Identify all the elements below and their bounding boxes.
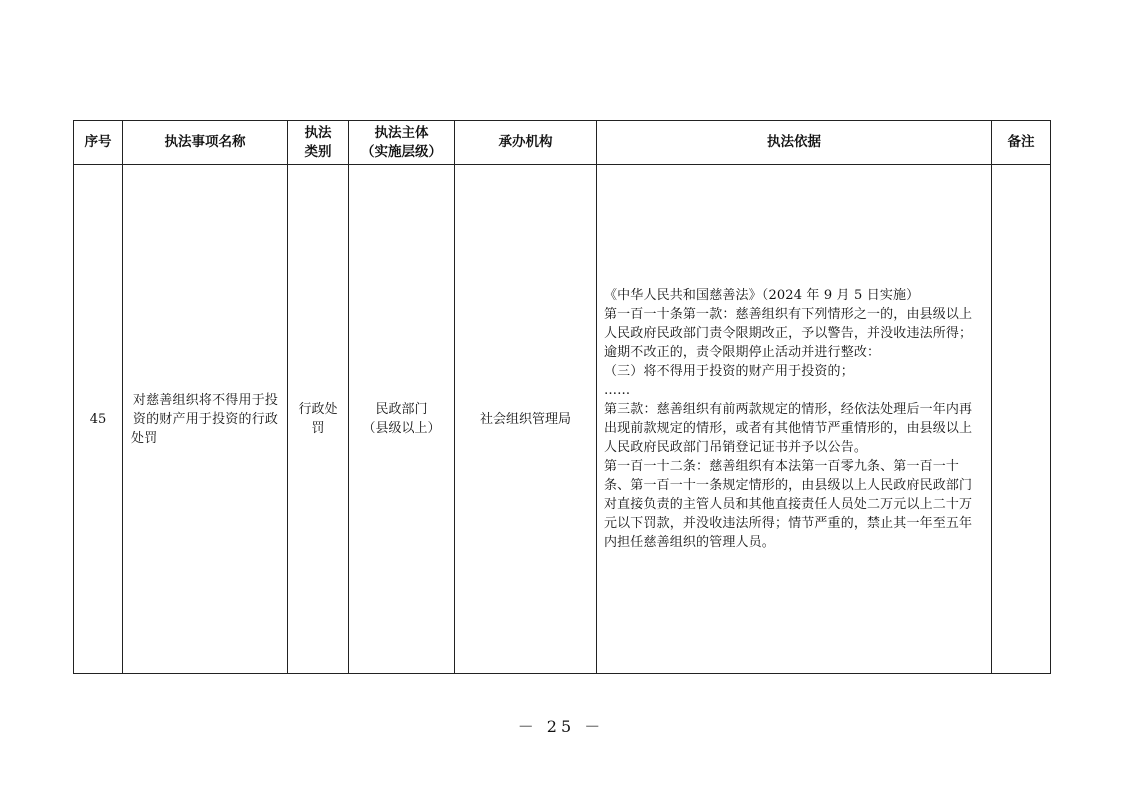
header-remarks: 备注 (992, 121, 1051, 165)
cell-subject-line2: （县级以上） (362, 421, 441, 436)
enforcement-items-table (73, 120, 1051, 674)
basis-ellipsis: …… (604, 383, 631, 398)
header-subject-line1: 执法主体 (374, 124, 429, 141)
header-subject-line2: （实施层级） (361, 143, 442, 160)
header-item-name: 执法事项名称 (123, 121, 288, 165)
basis-article-110-para1: 第一百一十条第一款：慈善组织有下列情形之一的，由县级以上人民政府民政部门责令限期改正，予以警告，并没收违法所得；逾期不改正的，责令限期停止活动并进行整改： (604, 307, 973, 360)
header-agency: 承办机构 (455, 121, 597, 165)
page-number: － 25 － (517, 717, 605, 736)
cell-agency: 社会组织管理局 (455, 165, 597, 674)
table-body (74, 165, 1051, 674)
basis-item-3: （三）将不得用于投资的财产用于投资的； (604, 364, 854, 379)
header-category-line2: 类别 (304, 143, 332, 160)
header-seq: 序号 (74, 121, 123, 165)
basis-law-title: 《中华人民共和国慈善法》（2024 年 9 月 5 日实施） (604, 288, 920, 303)
cell-remarks (992, 165, 1051, 674)
cell-item-name: 对慈善组织将不得用于投资的财产用于投资的行政处罚 (123, 165, 288, 674)
cell-basis (597, 165, 992, 674)
cell-subject-line1: 民政部门 (375, 402, 428, 417)
cell-category: 行政处罚 (288, 165, 349, 674)
header-row (74, 121, 1051, 165)
basis-article-110-para3: 第三款：慈善组织有前两款规定的情形，经依法处理后一年内再出现前款规定的情形，或者有其他情节严重情形的，由县级以上人民政府民政部门吊销登记证书并予以公告。 (604, 402, 973, 455)
header-subject (349, 121, 455, 165)
cell-seq: 45 (74, 165, 123, 674)
basis-article-112: 第一百一十二条：慈善组织有本法第一百零九条、第一百一十条、第一百一十一条规定情形的，由县级以上人民政府民政部门对直接负责的主管人员和其他直接责任人员处二万元以上二十万元以下罚款，并没收违法所得；情节严重的，禁止其一年至五年内担任慈善组织的管理人员。 (604, 459, 973, 550)
header-category-line1: 执法 (304, 124, 332, 141)
cell-subject (349, 165, 455, 674)
header-category (288, 121, 349, 165)
table-row (74, 165, 1051, 674)
header-basis: 执法依据 (597, 121, 992, 165)
table-header (74, 121, 1051, 165)
